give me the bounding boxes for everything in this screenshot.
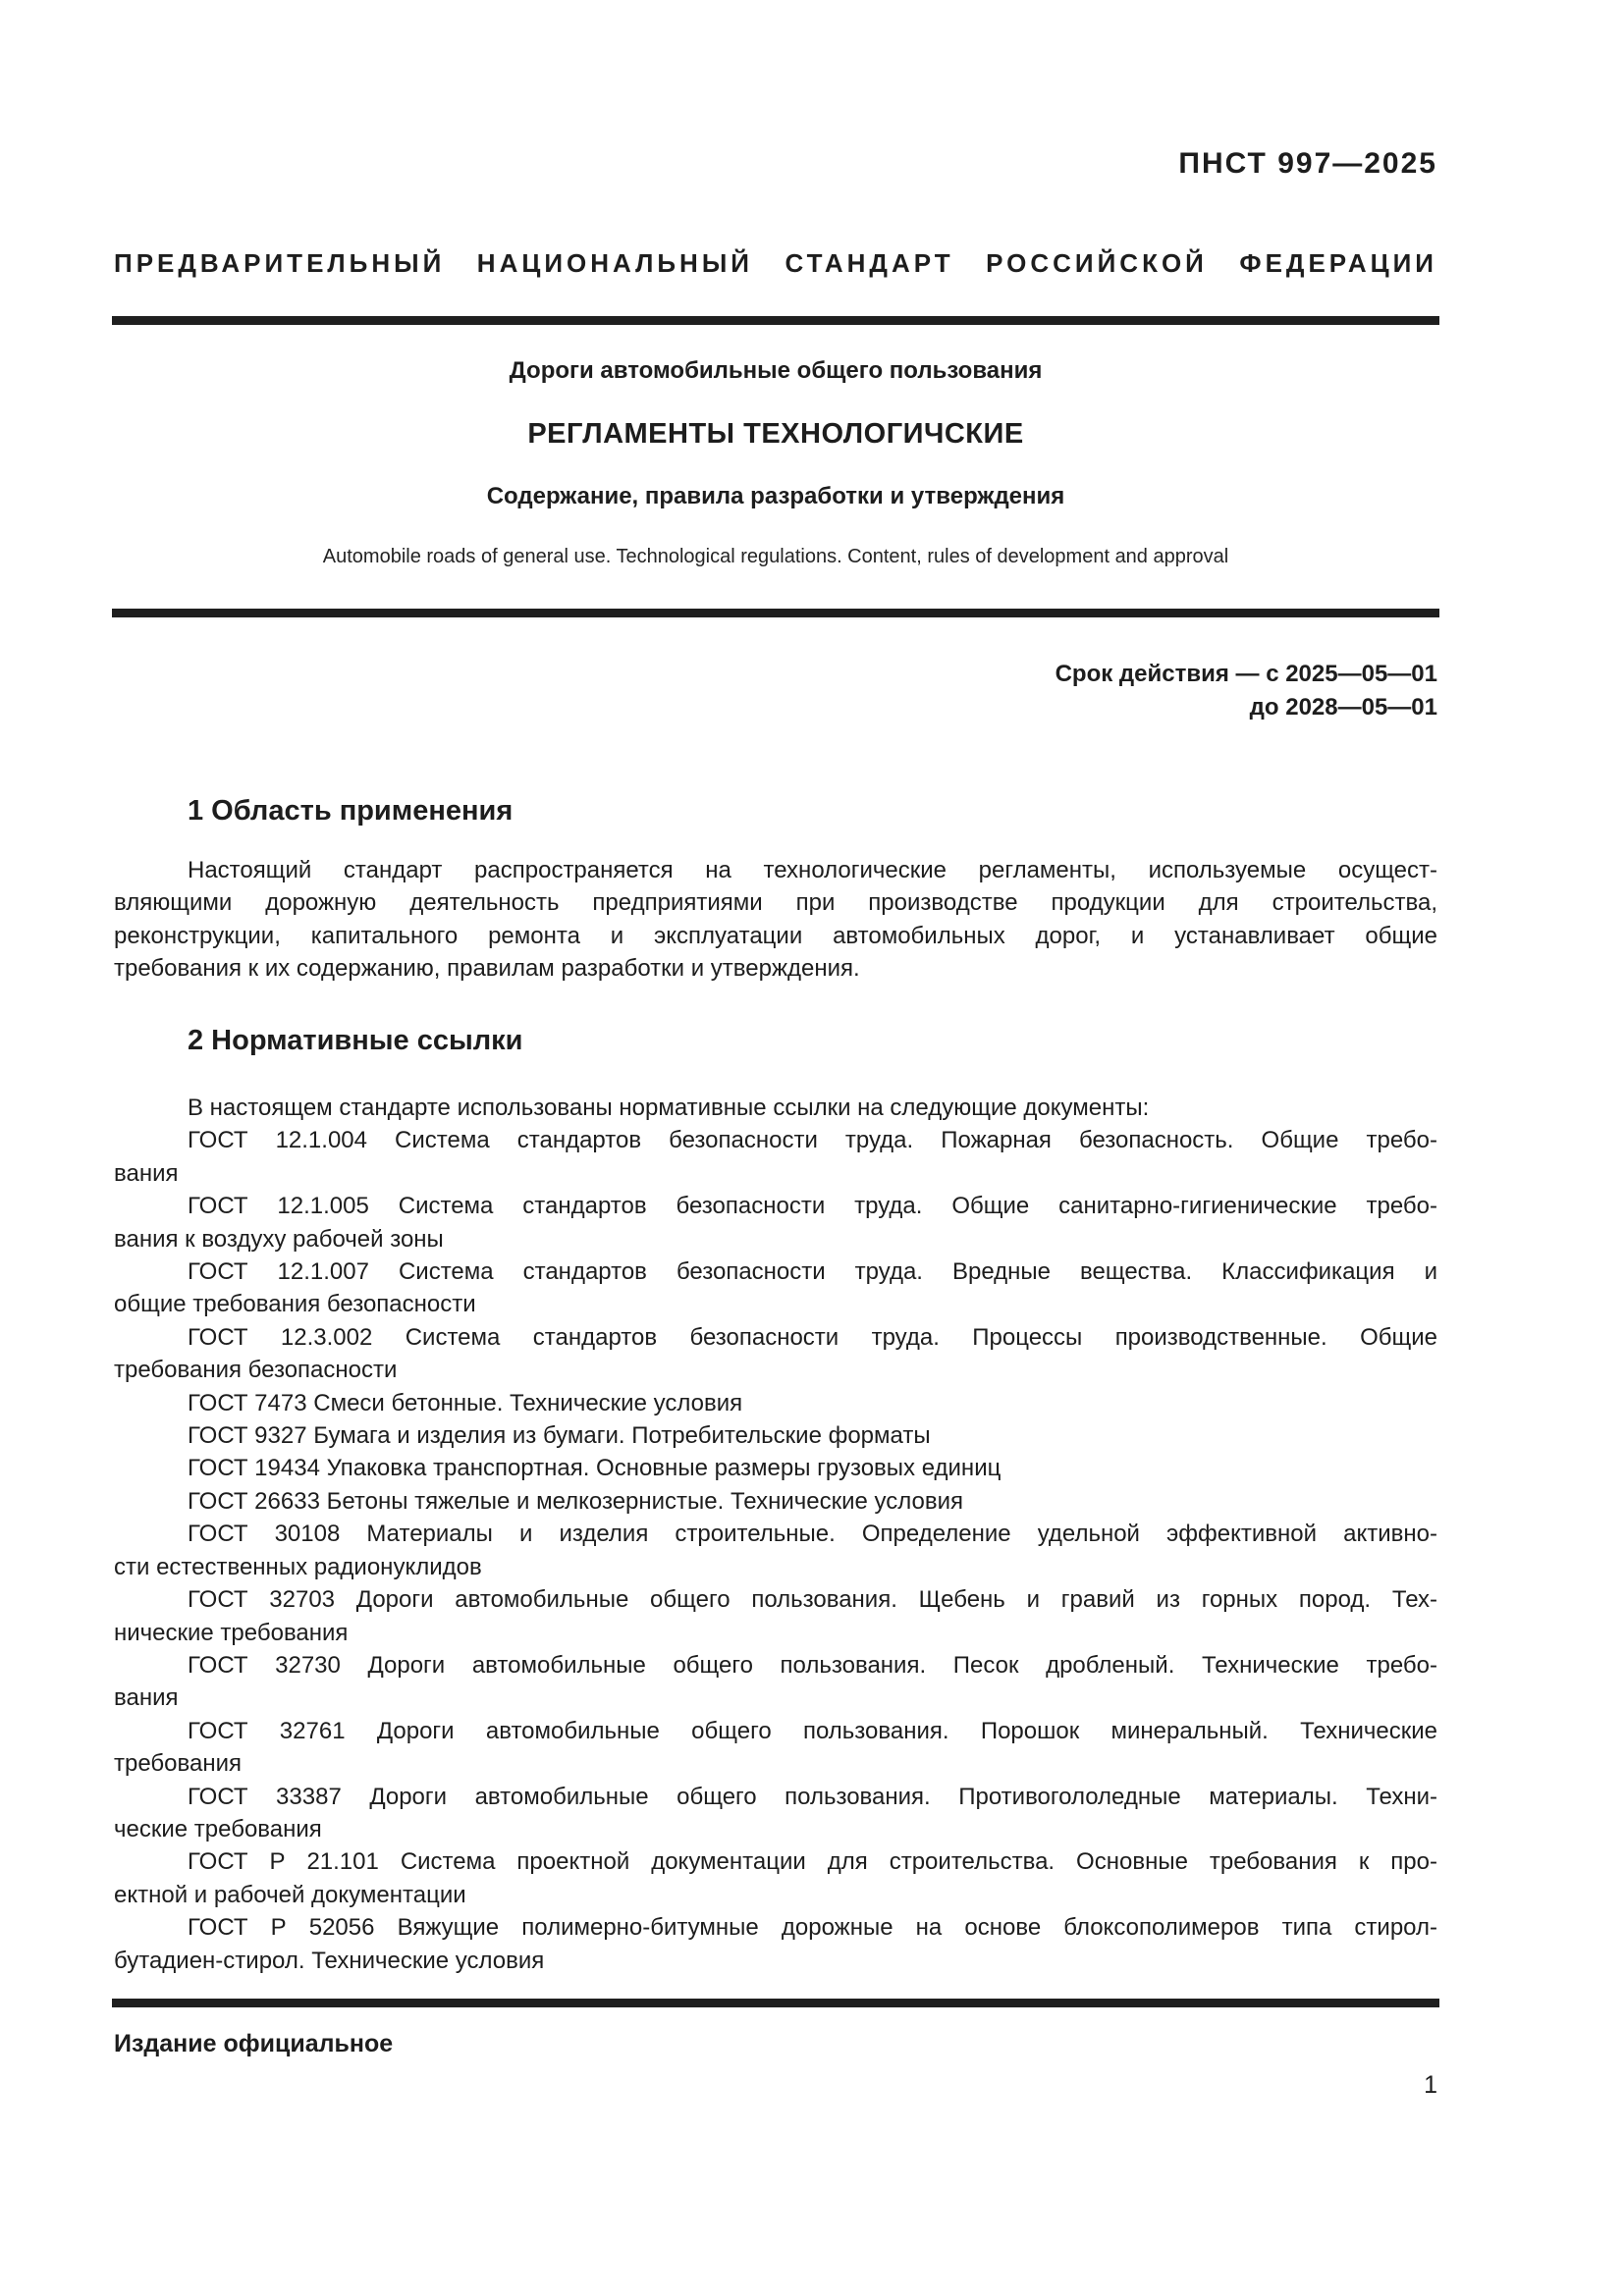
text-line: вляющими дорожную деятельность предприятиями при производстве продукции для строительства, (114, 889, 1437, 917)
text-line: ГОСТ 32703 Дороги автомобильные общего пользования. Щебень и гравий из горных пород. Тех- (188, 1586, 1437, 1614)
text-line: требования безопасности (114, 1357, 398, 1384)
validity-period (114, 658, 1437, 724)
standard-type-banner: ПРЕДВАРИТЕЛЬНЫЙ НАЦИОНАЛЬНЫЙ СТАНДАРТ РОССИЙСКОЙ ФЕДЕРАЦИИ (114, 248, 1437, 278)
text-line: реконструкции, капитального ремонта и эксплуатации автомобильных дорог, и устанавливает общие (114, 922, 1437, 949)
text-line: ГОСТ 19434 Упаковка транспортная. Основные размеры грузовых единиц (188, 1455, 1001, 1482)
text-line: ГОСТ 12.1.005 Система стандартов безопасности труда. Общие санитарно-гигиенические требо- (188, 1193, 1437, 1220)
text-line: ГОСТ 7473 Смеси бетонные. Технические условия (188, 1389, 743, 1416)
text-line: ГОСТ 12.1.004 Система стандартов безопасности труда. Пожарная безопасность. Общие требо- (188, 1127, 1437, 1154)
divider-rule-title (112, 609, 1439, 617)
text-line: В настоящем стандарте использованы нормативные ссылки на следующие документы: (188, 1095, 1150, 1121)
title-subtitle: Содержание, правила разработки и утверждения (486, 483, 1065, 509)
text-line: требования к их содержанию, правилам разработки и утверждения. (114, 955, 860, 983)
text-line: вания к воздуху рабочей зоны (114, 1225, 444, 1253)
section-1-heading: 1 Область применения (188, 795, 514, 827)
divider-rule-footer (112, 1999, 1439, 2007)
text-line: Настоящий стандарт распространяется на технологические регламенты, используемые осущест- (188, 857, 1437, 883)
edition-note: Издание официальное (114, 2030, 394, 2057)
text-line: вания (114, 1159, 179, 1187)
text-line: ектной и рабочей документации (114, 1881, 466, 1908)
text-line: требования (114, 1750, 242, 1778)
text-line: нические требования (114, 1619, 349, 1646)
section-2-heading: 2 Нормативные ссылки (188, 1025, 523, 1056)
section-2-references (114, 1092, 1437, 1977)
text-line: бутадиен-стирол. Технические условия (114, 1947, 545, 1974)
validity-from: Срок действия — с 2025—05—01 (1055, 661, 1437, 687)
text-line: ГОСТ 9327 Бумага и изделия из бумаги. Потребительские форматы (188, 1422, 931, 1450)
doc-number: ПНСТ 997—2025 (1178, 147, 1437, 180)
page-number: 1 (1424, 2071, 1437, 2099)
title-english: Automobile roads of general use. Technological regulations. Content, rules of development and approval (322, 546, 1229, 567)
text-line: ГОСТ 30108 Материалы и изделия строительные. Определение удельной эффективной активно- (188, 1521, 1437, 1548)
title-main: РЕГЛАМЕНТЫ ТЕХНОЛОГИЧСКИЕ (527, 418, 1024, 450)
validity-to: до 2028—05—01 (1249, 694, 1437, 721)
section-1-paragraph (114, 854, 1437, 986)
divider-rule-top (112, 316, 1439, 325)
text-line: общие требования безопасности (114, 1291, 476, 1318)
text-line: ГОСТ Р 21.101 Система проектной документации для строительства. Основные требования к про- (188, 1848, 1437, 1876)
text-line: ГОСТ 12.1.007 Система стандартов безопасности труда. Вредные вещества. Классификация и (188, 1258, 1437, 1286)
text-line: ческие требования (114, 1815, 322, 1842)
text-line: ГОСТ 12.3.002 Система стандартов безопасности труда. Процессы производственные. Общие (188, 1323, 1437, 1351)
title-subject: Дороги автомобильные общего пользования (509, 357, 1043, 384)
text-line: ГОСТ 32730 Дороги автомобильные общего пользования. Песок дробленый. Технические требо- (188, 1651, 1437, 1679)
text-line: ГОСТ 32761 Дороги автомобильные общего пользования. Порошок минеральный. Технические (188, 1717, 1437, 1744)
text-line: вания (114, 1684, 179, 1712)
text-line: ГОСТ Р 52056 Вяжущие полимерно-битумные дорожные на основе блоксополимеров типа стирол- (188, 1914, 1437, 1942)
text-line: ГОСТ 33387 Дороги автомобильные общего пользования. Противогололедные материалы. Техни- (188, 1783, 1437, 1810)
text-line: сти естественных радионуклидов (114, 1553, 482, 1580)
text-line: ГОСТ 26633 Бетоны тяжелые и мелкозернистые. Технические условия (188, 1487, 964, 1515)
